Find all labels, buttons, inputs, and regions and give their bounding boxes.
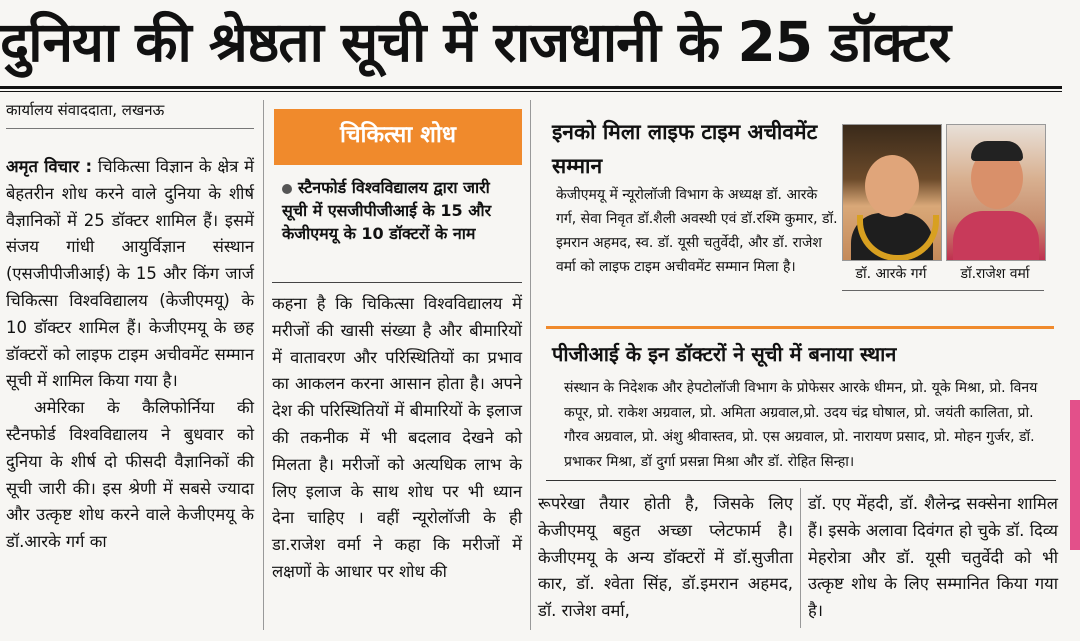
- caption-rule: [842, 290, 1044, 291]
- bullet-icon: [282, 184, 292, 194]
- column-2: [272, 291, 522, 586]
- highlight-text: स्टैनफोर्ड विश्वविद्यालय द्वारा जारी सूची में एसजीपीजीआई के 15 और केजीएमयू के 10 डॉक्टरों के नाम: [282, 178, 492, 243]
- lifetime-award-body: केजीएमयू में न्यूरोलॉजी विभाग के अध्यक्ष डॉ. आरके गर्ग, सेवा निवृत डॉ.शैली अवस्थी एवं डॉ.रश्मि कुमार, डॉ. इमरान अहमद, स्व. डॉ. यूसी चतुर्वेदी, और डॉ. राजेश वर्मा को लाइफ टाइम अचीवमेंट सम्मान मिला है।: [556, 187, 838, 275]
- page-edge-marker: [1070, 400, 1080, 550]
- paragraph-1-text: चिकित्सा विज्ञान के क्षेत्र में बेहतरीन शोध करने वाले दुनिया के शीर्ष वैज्ञानिकों में 25 डॉक्टर शामिल हैं। इसमें संजय गांधी आयुर्विज्ञान संस्थान (एसजीपीजीआई) के 15 और किंग जार्ज चिकित्सा विश्वविद्यालय (केजीएमयू) के 10 डॉक्टर शामिल हैं। केजीएमयू के छह डॉक्टरों को लाइफ टाइम अचीवमेंट सम्मान सूची में शामिल किया गया है।: [6, 157, 254, 391]
- pgi-section-rule: [546, 326, 1054, 329]
- pgi-title: पीजीआई के इन डॉक्टरों ने सूची में बनाया स्थान: [552, 342, 897, 366]
- photo-rk-garg: [842, 124, 942, 261]
- column-1: [6, 154, 254, 556]
- paragraph-2: अमेरिका के कैलिफोर्निया की स्टैनफोर्ड विश्वविद्यालय ने बुधवार को दुनिया के शीर्ष दो फीसदी वैज्ञानिकों की सूची जारी की। इस श्रेणी में सबसे ज्यादा और उत्कृष्ट शोध करने वाले केजीएमयू के डॉ.आरके गर्ग का: [6, 398, 254, 552]
- paragraph-1: [6, 154, 254, 395]
- column-divider: [530, 100, 531, 630]
- headline-rule-thin: [0, 91, 1062, 92]
- highlight-rule: [272, 282, 522, 283]
- column-4: [808, 491, 1058, 625]
- section-tag: चिकित्सा शोध: [274, 109, 522, 165]
- pgi-rule: [546, 480, 1056, 481]
- column-3-text: रूपरेखा तैयार होती है, जिसके लिए केजीएमयू बहुत अच्छा प्लेटफार्म है। केजीएमयू के अन्य डॉक्टरों में डॉ.सुजीता कार, डॉ. श्वेता सिंह, डॉ.इमरान अहमद, डॉ. राजेश वर्मा,: [538, 494, 793, 621]
- headline: दुनिया की श्रेष्ठता सूची में राजधानी के 25 डॉक्टर: [0, 10, 950, 74]
- column-divider: [263, 100, 264, 630]
- pgi-body: संस्थान के निदेशक और हेपटोलॉजी विभाग के प्रोफेसर आरके धीमन, प्रो. यूके मिश्रा, प्रो. विनय कपूर, प्रो. राकेश अग्रवाल, प्रो. अमिता अग्रवाल,प्रो. उदय चंद्र घोषाल, प्रो. जयंती कालिता, प्रो. गौरव अग्रवाल, प्रो. अंशु श्रीवास्तव, प्रो. एस अग्रवाल, प्रो. नारायण प्रसाद, प्रो. मोहन गुर्जर, डॉ. प्रभाकर मिश्रा, डॉ दुर्गा प्रसन्ना मिश्रा और डॉ. रोहित सिन्हा।: [564, 380, 1038, 470]
- headline-rule: [0, 86, 1062, 89]
- byline: कार्यालय संवाददाता, लखनऊ: [6, 101, 165, 119]
- dateline: अमृत विचार :: [6, 157, 93, 176]
- lifetime-award-title: इनको मिला लाइफ टाइम अचीवमेंट सम्मान: [552, 120, 818, 178]
- byline-rule: [6, 128, 254, 129]
- column-divider: [800, 488, 801, 628]
- photo-rajesh-verma: [946, 124, 1046, 261]
- photo-caption-1: डॉ. आरके गर्ग: [855, 266, 927, 282]
- column-2-text: कहना है कि चिकित्सा विश्वविद्यालय में मरीजों की खासी संख्या है और बीमारियों में वातावरण और परिस्थितियों का प्रभाव का आकलन करना आसान होता है। अपने देश की परिस्थितियों में बीमारियों के इलाज की तकनीक में भी बदलाव देखने को मिलता है। मरीजों को अत्यधिक लाभ के लिए इलाज के साथ शोध पर भी ध्यान देना चाहिए । वहीं न्यूरोलॉजी के ही डा.राजेश वर्मा ने कहा कि मरीजों में लक्षणों के आधार पर शोध की: [272, 294, 522, 581]
- column-3: [538, 491, 793, 625]
- highlight-box: [282, 176, 517, 245]
- photo-caption-2: डॉ.राजेश वर्मा: [960, 266, 1030, 282]
- column-4-text: डॉ. एए मेंहदी, डॉ. शैलेन्द्र सक्सेना शामिल हैं। इसके अलावा दिवंगत हो चुके डॉ. दिव्य मेहरोत्रा और डॉ. यूसी चतुर्वेदी को भी उत्कृष्ट शोध के लिए सम्मानित किया गया है।: [808, 494, 1058, 621]
